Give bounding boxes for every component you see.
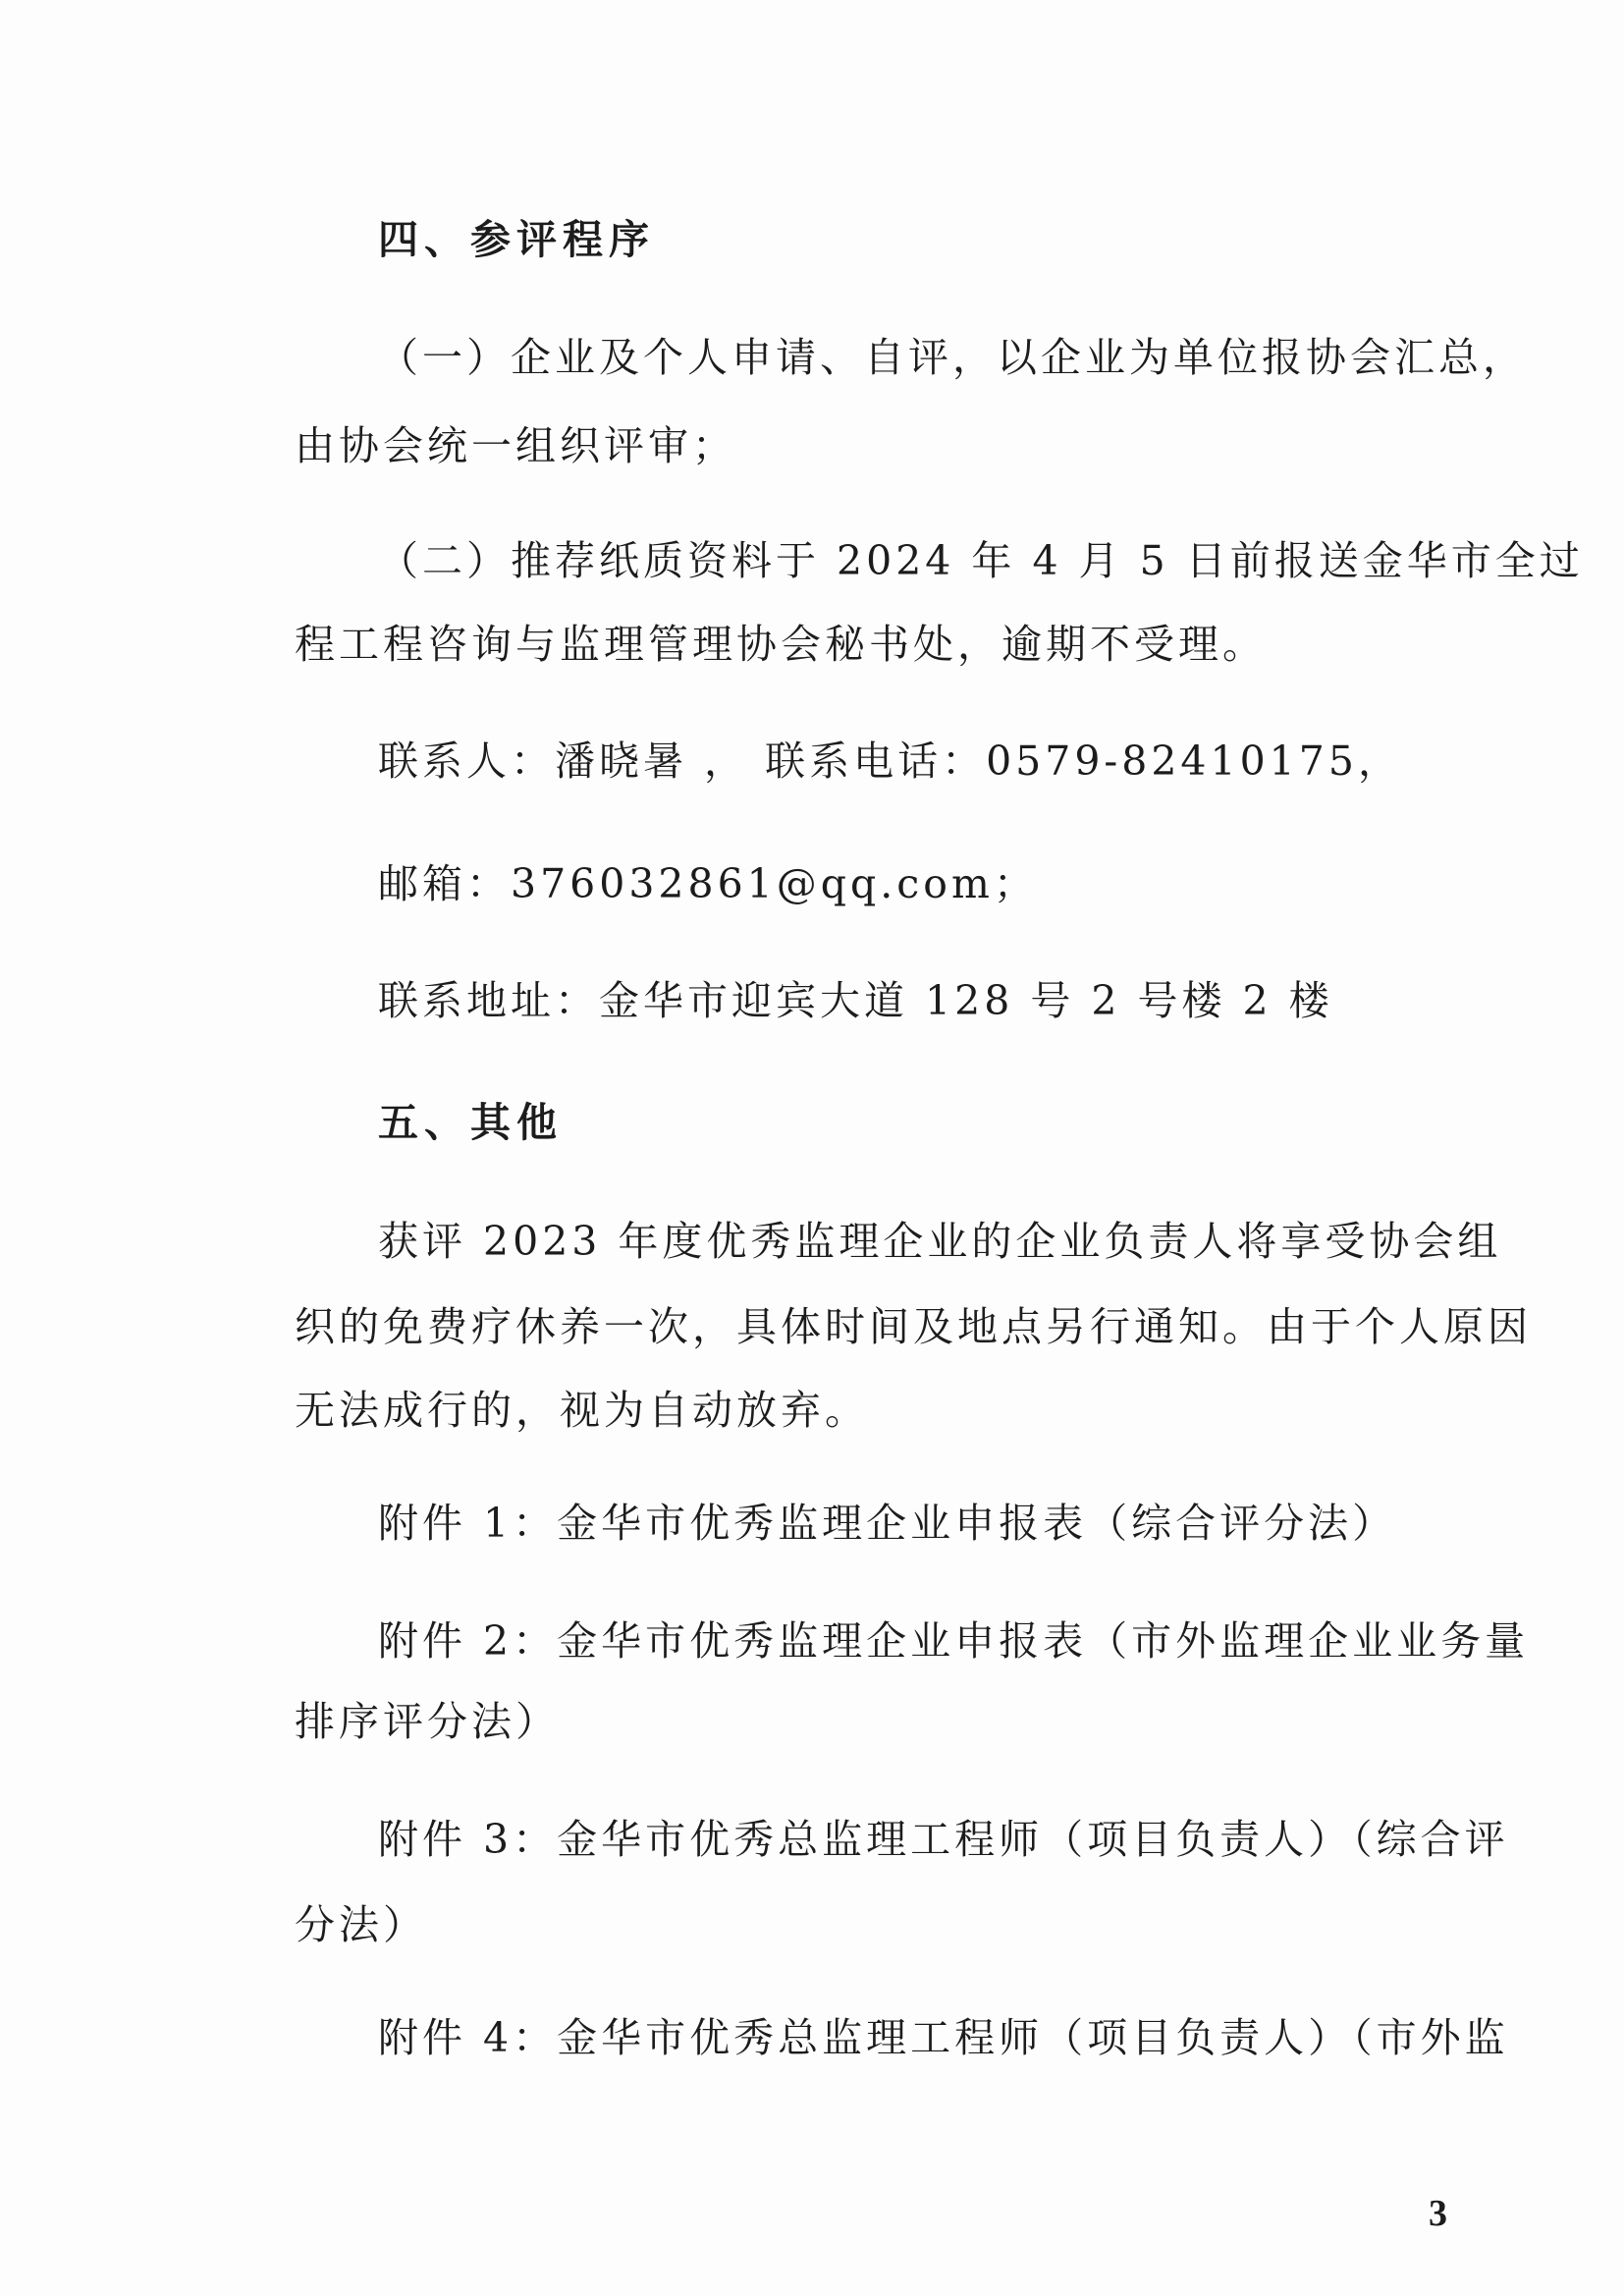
section-5-para-line-3: 无法成行的，视为自动放弃。 [295, 1387, 869, 1434]
attachment-2-line-1: 附件 2：金华市优秀监理企业申报表（市外监理企业业务量 [378, 1617, 1530, 1665]
page-number: 3 [1429, 2193, 1447, 2234]
section-5-heading: 五、其他 [378, 1099, 563, 1146]
contact-line: 联系人：潘晓暑 ， 联系电话：0579-82410175， [378, 738, 1402, 785]
section-5-para-line-2: 织的免费疗休养一次，具体时间及地点另行通知。由于个人原因 [295, 1303, 1532, 1350]
attachment-1: 附件 1：金华市优秀监理企业申报表（综合评分法） [378, 1500, 1397, 1547]
section-4-item-1-line-2: 由协会统一组织评审； [295, 422, 736, 469]
attachment-3-line-1: 附件 3：金华市优秀总监理工程师（项目负责人）（综合评 [378, 1816, 1509, 1863]
section-5-para-line-1: 获评 2023 年度优秀监理企业的企业负责人将享受协会组 [378, 1218, 1502, 1265]
attachment-2-line-2: 排序评分法） [295, 1698, 560, 1745]
address-line: 联系地址：金华市迎宾大道 128 号 2 号楼 2 楼 [378, 977, 1333, 1024]
section-4-item-2-line-1: （二）推荐纸质资料于 2024 年 4 月 5 日前报送金华市全过 [378, 537, 1584, 584]
attachment-4-line-1: 附件 4：金华市优秀总监理工程师（项目负责人）（市外监 [378, 2014, 1509, 2061]
attachment-3-line-2: 分法） [295, 1901, 427, 1948]
email-line: 邮箱：376032861@qq.com； [378, 860, 1038, 907]
section-4-item-1-line-1: （一）企业及个人申请、自评，以企业为单位报协会汇总， [378, 334, 1527, 381]
section-4-item-2-line-2: 程工程咨询与监理管理协会秘书处，逾期不受理。 [295, 621, 1267, 668]
section-4-heading: 四、参评程序 [378, 216, 655, 263]
